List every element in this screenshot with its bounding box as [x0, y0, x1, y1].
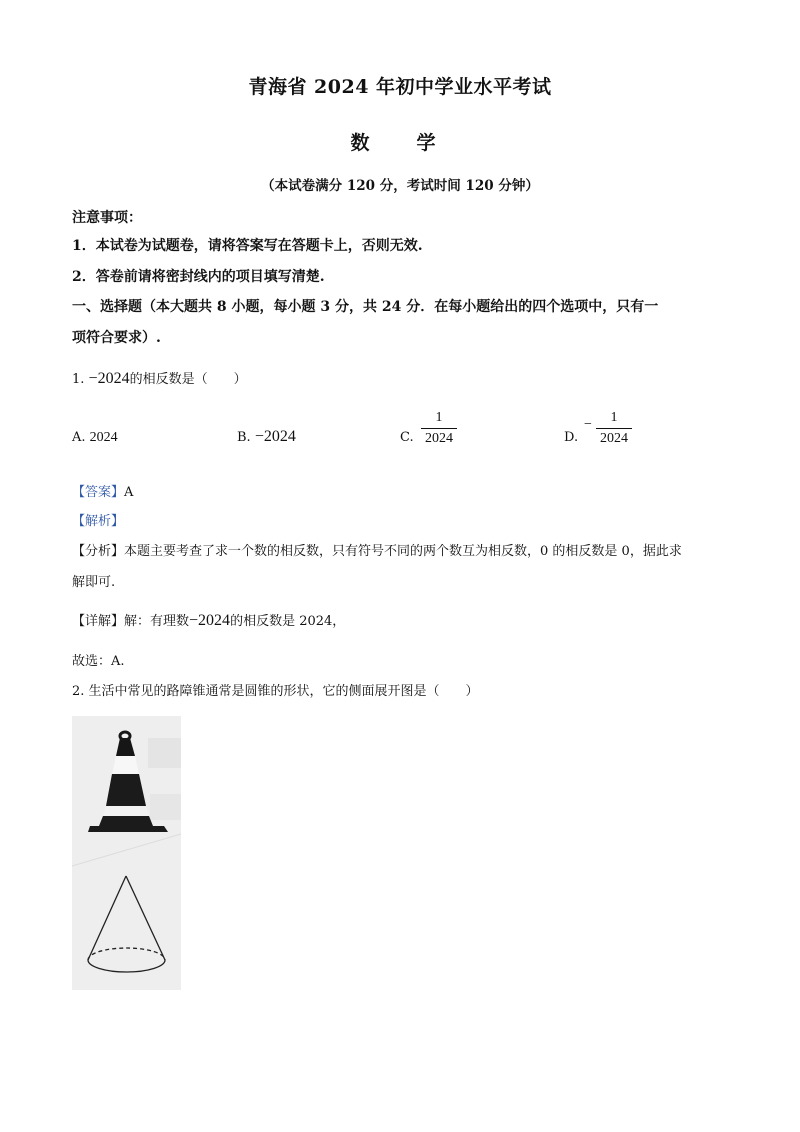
option-d-sign: − [584, 417, 592, 432]
q1-number: 1. [72, 372, 85, 387]
option-a-label: A. [72, 430, 86, 445]
fenxi-line-2: 解即可. [72, 575, 116, 590]
fenxi-tag: 【分析】 [72, 544, 125, 559]
notice-item-2: 2．答卷前请将密封线内的项目填写清楚. [72, 269, 325, 285]
analysis-tag: 【解析】 [72, 514, 125, 529]
traffic-cone-illustration [72, 716, 181, 990]
option-c-label: C. [400, 430, 414, 445]
fraction-bar [596, 428, 632, 429]
fenxi-line-1 [72, 540, 682, 559]
xiangjie-tag: 【详解】 [72, 614, 125, 629]
q2-stem: 2. 生活中常见的路障锥通常是圆锥的形状，它的侧面展开图是（ ） [72, 684, 479, 699]
notice-item-1: 1．本试卷为试题卷，请将答案写在答题卡上，否则无效. [72, 238, 423, 254]
q1-expr: −2024 [88, 370, 130, 387]
q1-choose: 故选：A. [72, 654, 125, 669]
xiangjie-pre: 解：有理数 [124, 614, 190, 629]
xiangjie-line [72, 610, 345, 630]
section-heading-line-2: 项符合要求）. [72, 330, 161, 346]
option-d-numerator: 1 [610, 410, 618, 425]
option-c-numerator: 1 [435, 410, 443, 425]
q1-stem-text: 的相反数是（ ） [129, 372, 247, 387]
option-b-value: −2024 [254, 428, 296, 445]
q1-option-b [237, 428, 296, 446]
section-heading-line-1: 一、选择题（本大题共 8 小题，每小题 3 分，共 24 分．在每小题给出的四个选项中，只有一 [72, 299, 659, 315]
q1-answer [72, 481, 133, 500]
option-d-fraction [596, 409, 632, 448]
option-d-label: D. [564, 430, 579, 445]
notice-heading: 注意事项： [72, 210, 142, 226]
q1-option-a [72, 430, 118, 446]
traffic-cone-photo [72, 716, 181, 990]
exam-title: 青海省 2024 年初中学业水平考试 [248, 76, 552, 98]
answer-tag: 【答案】 [72, 485, 125, 500]
xiangjie-post: 的相反数是 2024， [230, 614, 346, 629]
option-c-denominator: 2024 [425, 431, 453, 446]
xiangjie-expr: −2024 [189, 612, 231, 629]
exam-subject: 数 学 [350, 132, 450, 154]
option-b-label: B. [237, 430, 251, 445]
option-a-value: 2024 [89, 430, 118, 445]
fenxi-text: 本题主要考查了求一个数的相反数，只有符号不同的两个数互为相反数，0 的相反数是 0，据此求 [124, 544, 682, 559]
option-d-denominator: 2024 [600, 431, 628, 446]
fraction-bar [421, 428, 457, 429]
answer-value: A [124, 485, 134, 500]
exam-info: （本试卷满分 120 分，考试时间 120 分钟） [261, 178, 539, 194]
option-c-fraction [421, 409, 457, 448]
q1-stem [72, 368, 247, 388]
